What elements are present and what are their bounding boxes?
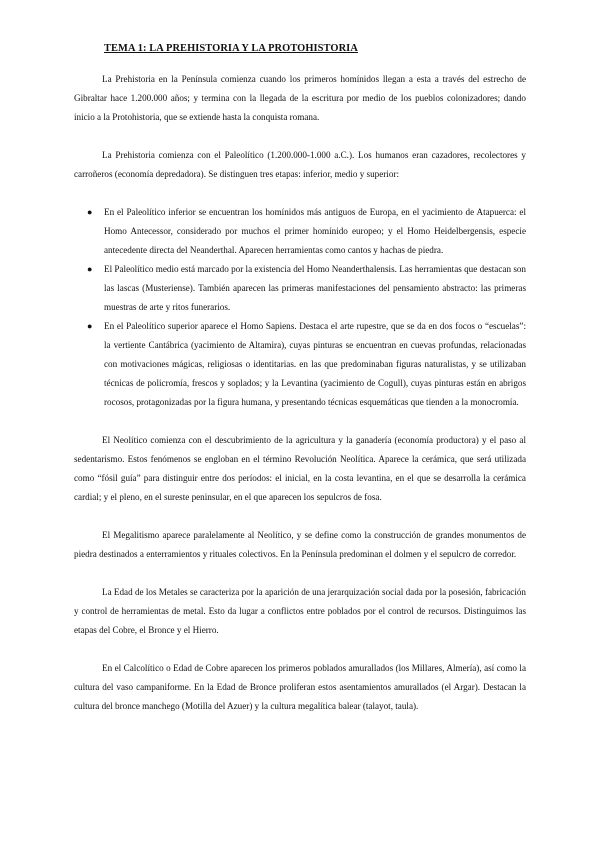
list-item-text: El Paleolítico medio está marcado por la existencia del Homo Neanderthalensis. Las herramientas que destacan son las lascas (Musteriense). También aparecen las primeras manifestaciones del pensamiento abstracto: las primeras muestras de arte y ritos funerarios. (104, 264, 526, 312)
list-item (74, 317, 526, 412)
paragraph-calcolitico: En el Calcolítico o Edad de Cobre aparecen los primeros poblados amurallados (los Millares, Almería), así como la cultura del vaso campaniforme. En la Edad de Bronce proliferan estos asentamientos amurallados (el Argar). Destacan la cultura del bronce manchego (Motilla del Azuer) y la cultura megalítica balear (talayot, taula). (74, 663, 526, 711)
document-title: TEMA 1: LA PREHISTORIA Y LA PROTOHISTORIA (104, 43, 358, 54)
paragraph-megalitismo: El Megalitismo aparece paralelamente al Neolítico, y se define como la construcción de grandes monumentos de piedra destinados a enterramientos y rituales colectivos. En la Península predominan el dolmen y el sepulcro de corredor. (74, 530, 526, 559)
document-page (74, 42, 526, 716)
bullet-icon: ● (87, 207, 93, 217)
paragraph-neolitico: El Neolítico comienza con el descubrimiento de la agricultura y la ganadería (economía productora) y el paso al sedentarismo. Estos fenómenos se engloban en el término Revolución Neolítica. Aparece la cerámica, que será utilizada como “fósil guía” para distinguir entre dos períodos: el inicial, en la costa levantina, en el que se desarrolla la cerámica cardial; y el pleno, en el sureste peninsular, en el que aparecen los sepulcros de fosa. (74, 435, 526, 502)
list-item-text: En el Paleolítico inferior se encuentran los homínidos más antiguos de Europa, en el yacimiento de Atapuerca: el Homo Antecessor, considerado por muchos el primer homínido europeo; y el Homo Heidelbergensis, especie antecedente directa del Neanderthal. Aparecen herramientas como cantos y hachas de piedra. (104, 207, 526, 255)
bullet-icon: ● (87, 321, 93, 331)
bullet-icon: ● (87, 264, 93, 274)
list-item (74, 260, 526, 317)
list-item-text: En el Paleolítico superior aparece el Homo Sapiens. Destaca el arte rupestre, que se da en dos focos o “escuelas”: la vertiente Cantábrica (yacimiento de Altamira), cuyas pinturas se encuentran en cuevas profundas, relacionadas con motivaciones mágicas, religiosas o identitarias. en las que predominaban figuras naturalistas, y se utilizaban técnicas de policromía, frescos y soplados; y la Levantina (yacimiento de Cogull), cuyas pinturas están en abrigos rocosos, protagonizadas por la figura humana, y presentando técnicas esquemáticas que tienden a la monocromía. (104, 321, 526, 407)
paragraph-paleolitico: La Prehistoria comienza con el Paleolítico (1.200.000-1.000 a.C.). Los humanos eran cazadores, recolectores y carroñeros (economía depredadora). Se distinguen tres etapas: inferior, medio y superior: (74, 150, 526, 179)
paragraph-intro-prehistoria: La Prehistoria en la Península comienza cuando los primeros homínidos llegan a esta a través del estrecho de Gibraltar hace 1.200.000 años; y termina con la llegada de la escritura por medio de los pueblos colonizadores; dando inicio a la Protohistoria, que se extiende hasta la conquista romana. (74, 74, 526, 122)
paleolithic-stages-list (74, 203, 526, 412)
paragraph-edad-metales: La Edad de los Metales se caracteriza por la aparición de una jerarquización social dada por la posesión, fabricación y control de herramientas de metal. Esto da lugar a conflictos entre poblados por el control de recursos. Distinguimos las etapas del Cobre, el Bronce y el Hierro. (74, 587, 526, 635)
list-item (74, 203, 526, 260)
